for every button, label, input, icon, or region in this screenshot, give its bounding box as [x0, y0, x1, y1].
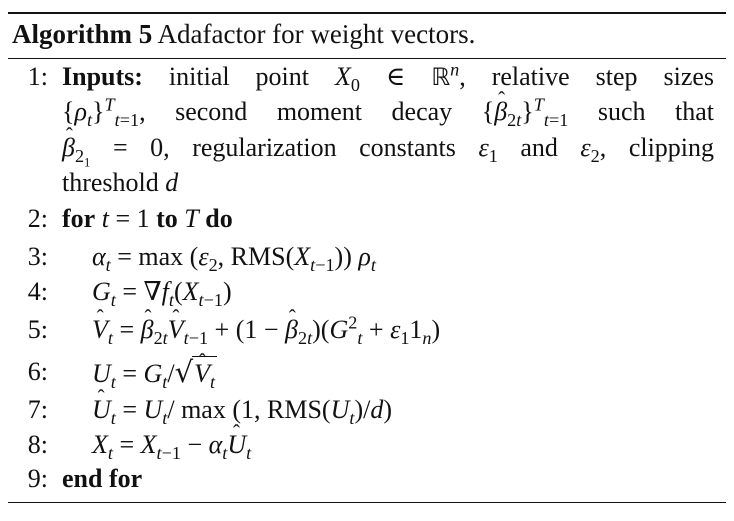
line-content: Inputs: initial point $X_0$ ∈ ℝ$^n$, relative step sizes	[62, 59, 715, 96]
line-content: for t = 1 to T do	[62, 204, 233, 233]
algorithm-label: Algorithm 5	[12, 19, 153, 49]
line-content: ˆ $V_t$ = ˆ $\beta_{2t}ˆ$ $V_{t-1} + (1$ − ˆ $\beta_{2t})(G^2_t + \varepsilon_11_n)$	[92, 313, 714, 347]
line-number: 1:	[27, 62, 48, 91]
line-number: 4:	[27, 277, 48, 306]
line-content: threshold d	[62, 168, 179, 197]
line-number: 8:	[27, 430, 48, 459]
line-number: 7:	[27, 395, 48, 424]
top-rule	[8, 12, 726, 14]
algorithm-caption: Adafactor for weight vectors.	[157, 19, 476, 49]
line-number: 6:	[27, 357, 48, 386]
line-number: 3:	[27, 242, 48, 271]
line-content: $\{\rho_t\}^T_{t=1}$, second moment decay {ˆ $\beta_{2t}\}^T_{t=1}$ such that	[62, 95, 714, 129]
line-content: ˆ $\beta_{2_1} = 0$, regularization constants $\varepsilon_1$ and $\varepsilon_2$, clipping	[62, 131, 714, 165]
line-content: end for	[62, 464, 143, 493]
bottom-rule	[8, 502, 726, 503]
line-content: $U_t$ = $G_t/√ˆ$ $V_t$	[92, 355, 714, 391]
algorithm-title	[12, 16, 475, 52]
line-content: $\alpha_t = \max (\varepsilon_2$, $RMS(X_{t-1})$) $\rho_t$	[92, 242, 376, 276]
line-number: 9:	[27, 464, 48, 493]
line-content: $G_t = \nabla f_t(X_{t-1})$	[92, 277, 232, 311]
line-content: ˆ $U_t = U_t/$ max (1, $RMS(U_t)/d$)	[92, 393, 714, 427]
line-number: 2:	[27, 204, 48, 233]
title-rule	[8, 58, 726, 59]
line-number: 5:	[27, 315, 48, 344]
line-content: $X_t = X_{t-1}$ − $\alpha_tˆ$ $U_t$	[92, 428, 714, 462]
